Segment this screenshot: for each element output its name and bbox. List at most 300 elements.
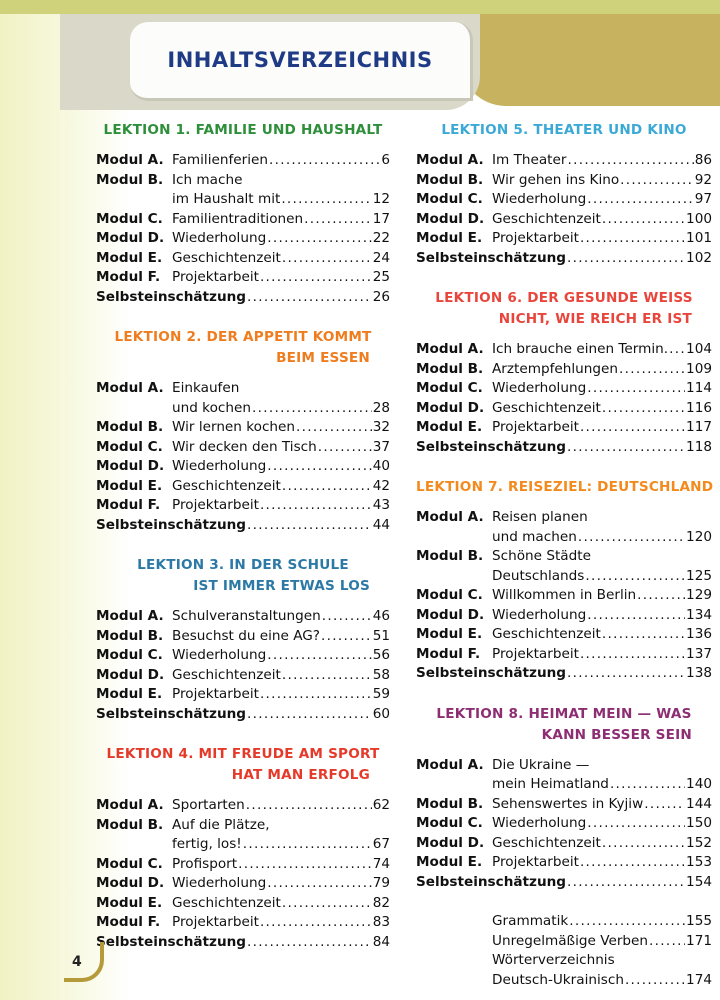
dot-leader bbox=[260, 913, 372, 933]
module-label: Modul B. bbox=[416, 360, 484, 377]
toc-entry bbox=[96, 874, 390, 894]
dot-leader bbox=[252, 399, 372, 419]
toc-entry bbox=[96, 496, 390, 516]
entry-title: Willkommen in Berlin bbox=[492, 587, 637, 603]
entry-title: im Haushalt mit bbox=[172, 191, 281, 207]
entry-title-wrap bbox=[492, 190, 712, 210]
module-list bbox=[416, 340, 712, 457]
entry-title: Wiederholung bbox=[172, 875, 267, 891]
entry-title: fertig, los! bbox=[172, 836, 242, 852]
toc-entry bbox=[96, 894, 390, 914]
entry-title: Familientraditionen bbox=[172, 210, 304, 227]
entry-title-wrap bbox=[492, 775, 712, 795]
page-ref: 137 bbox=[686, 645, 712, 662]
entry-title-wrap bbox=[492, 645, 712, 665]
dot-leader bbox=[269, 151, 380, 171]
entry-title: Wir decken den Tisch bbox=[172, 438, 317, 455]
dot-leader bbox=[602, 625, 685, 645]
module-list bbox=[96, 796, 390, 952]
lesson-heading bbox=[96, 744, 390, 786]
entry-title-wrap bbox=[246, 288, 390, 308]
toc-entry bbox=[416, 528, 712, 548]
dot-leader bbox=[587, 379, 685, 399]
page-ref: 150 bbox=[686, 815, 712, 831]
dot-leader bbox=[238, 855, 372, 875]
dot-leader bbox=[282, 666, 372, 686]
module-label: Modul A. bbox=[96, 797, 164, 813]
entry-title-wrap bbox=[172, 816, 390, 836]
entry-title: Wiederholung bbox=[172, 647, 267, 663]
entry-title-wrap bbox=[492, 971, 712, 991]
entry-title: Geschichtenzeit bbox=[492, 834, 601, 851]
entry-title-wrap bbox=[172, 666, 390, 686]
module-label: Modul E. bbox=[96, 477, 163, 494]
module-label: Modul A. bbox=[416, 756, 484, 773]
page-ref: 125 bbox=[686, 567, 712, 584]
entry-title-wrap bbox=[172, 268, 390, 288]
toc-entry bbox=[96, 249, 390, 269]
module-list bbox=[96, 379, 390, 535]
dot-leader bbox=[247, 516, 372, 536]
module-label: Modul E. bbox=[96, 249, 163, 266]
entry-title: Einkaufen bbox=[172, 380, 240, 396]
page-ref: 82 bbox=[372, 894, 390, 911]
top-band bbox=[0, 0, 720, 14]
module-list bbox=[416, 756, 712, 893]
toc-entry bbox=[96, 210, 390, 230]
lesson-heading bbox=[416, 477, 712, 498]
dot-leader bbox=[569, 912, 685, 932]
toc-entry bbox=[416, 645, 712, 665]
entry-title-wrap bbox=[246, 705, 390, 725]
dot-leader bbox=[304, 210, 372, 230]
header-tab bbox=[130, 22, 473, 101]
toc-entry bbox=[416, 379, 712, 399]
dot-leader bbox=[567, 438, 685, 458]
toc-entry bbox=[416, 190, 712, 210]
entry-title-wrap bbox=[492, 853, 712, 873]
entry-title-wrap bbox=[172, 835, 390, 855]
header-decoration-right bbox=[460, 14, 720, 106]
entry-title: Wir gehen ins Kino bbox=[492, 171, 620, 188]
module-label: Selbsteinschätzung bbox=[96, 288, 247, 305]
toc-entry bbox=[416, 249, 712, 269]
entry-title: Grammatik bbox=[492, 913, 569, 929]
entry-title-wrap bbox=[172, 190, 390, 210]
entry-title: Unregelmäßige Verben bbox=[492, 932, 649, 949]
module-label: Modul B. bbox=[96, 171, 164, 188]
toc-entry bbox=[96, 666, 390, 686]
entry-title: Schulveranstaltungen bbox=[172, 608, 321, 624]
toc-entry bbox=[416, 508, 712, 528]
page-ref: 46 bbox=[372, 608, 390, 624]
dot-leader bbox=[578, 528, 685, 548]
entry-title: und machen bbox=[492, 528, 577, 545]
entry-title-wrap bbox=[172, 913, 390, 933]
toc-entry bbox=[96, 816, 390, 836]
toc-entry bbox=[416, 171, 712, 191]
dot-leader bbox=[247, 288, 372, 308]
toc-entry bbox=[416, 340, 712, 360]
page-ref: 117 bbox=[686, 419, 712, 435]
toc-entry bbox=[96, 418, 390, 438]
entry-title-wrap bbox=[172, 685, 390, 705]
page-ref: 37 bbox=[372, 438, 390, 455]
toc-entry bbox=[416, 360, 712, 380]
page-ref: 86 bbox=[694, 152, 712, 168]
dot-leader bbox=[567, 664, 685, 684]
module-label: Modul A. bbox=[416, 509, 484, 525]
lesson-heading-line: LEKTION 2. DER APPETIT KOMMT bbox=[114, 329, 372, 345]
page-ref: 28 bbox=[372, 399, 390, 416]
entry-title: Projektarbeit bbox=[492, 230, 579, 246]
entry-title-wrap bbox=[172, 171, 390, 191]
page-ref: 17 bbox=[372, 210, 390, 227]
toc-entry bbox=[416, 399, 712, 419]
appendix-entry bbox=[416, 912, 712, 932]
dot-leader bbox=[246, 796, 372, 816]
entry-title-wrap bbox=[492, 912, 712, 932]
lesson-heading bbox=[416, 288, 712, 330]
dot-leader bbox=[620, 171, 694, 191]
entry-title: Profisport bbox=[172, 855, 238, 872]
entry-title: Sehenswertes in Kyjiw bbox=[492, 795, 644, 812]
toc-entry bbox=[96, 705, 390, 725]
toc-entry bbox=[416, 229, 712, 249]
dot-leader bbox=[296, 418, 372, 438]
module-label: Modul C. bbox=[96, 647, 163, 663]
page-ref: 32 bbox=[372, 419, 390, 435]
entry-title-wrap bbox=[172, 496, 390, 516]
toc-entry bbox=[416, 586, 712, 606]
module-label: Modul D. bbox=[96, 230, 165, 246]
toc-column-left bbox=[96, 120, 390, 972]
module-label: Selbsteinschätzung bbox=[96, 705, 247, 722]
entry-title-wrap bbox=[492, 229, 712, 249]
appendix-entry bbox=[416, 951, 712, 971]
entry-title-wrap bbox=[172, 379, 390, 399]
page-ref: 84 bbox=[372, 933, 390, 950]
page-ref: 118 bbox=[686, 438, 712, 455]
module-label: Modul F. bbox=[416, 645, 481, 662]
entry-title-wrap bbox=[566, 249, 712, 269]
entry-title: Ich brauche einen Termin. bbox=[492, 341, 669, 357]
dot-leader bbox=[625, 971, 685, 991]
module-label: Modul D. bbox=[96, 875, 165, 891]
module-label: Modul C. bbox=[96, 438, 163, 455]
toc-entry bbox=[96, 229, 390, 249]
dot-leader bbox=[322, 607, 372, 627]
toc-column-right bbox=[416, 120, 712, 990]
toc-entry bbox=[96, 438, 390, 458]
page-ref: 40 bbox=[372, 458, 390, 474]
lesson-heading-line: IST IMMER ETWAS LOS bbox=[193, 578, 370, 594]
entry-title-wrap bbox=[492, 932, 712, 952]
entry-title-wrap bbox=[172, 627, 390, 647]
module-label: Modul E. bbox=[416, 854, 483, 870]
toc-entry bbox=[96, 190, 390, 210]
page-number: 4 bbox=[64, 942, 104, 982]
dot-leader bbox=[260, 685, 372, 705]
entry-title: Die Ukraine — bbox=[492, 756, 590, 773]
module-label: Selbsteinschätzung bbox=[416, 249, 567, 266]
module-label: Modul C. bbox=[416, 587, 483, 603]
toc-entry bbox=[96, 835, 390, 855]
entry-title-wrap bbox=[492, 625, 712, 645]
entry-title: und kochen bbox=[172, 399, 251, 416]
entry-title: Geschichtenzeit bbox=[172, 249, 281, 266]
dot-leader bbox=[602, 834, 685, 854]
toc-entry bbox=[416, 853, 712, 873]
dot-leader bbox=[281, 190, 371, 210]
entry-title: Wiederholung bbox=[172, 458, 267, 474]
module-label: Selbsteinschätzung bbox=[96, 516, 247, 533]
module-label: Modul C. bbox=[416, 191, 483, 207]
page-ref: 67 bbox=[372, 836, 390, 852]
module-list bbox=[96, 607, 390, 724]
entry-title: Projektarbeit bbox=[172, 497, 259, 513]
appendix-entry bbox=[416, 971, 712, 991]
module-label: Modul D. bbox=[416, 834, 485, 851]
dot-leader bbox=[602, 399, 685, 419]
lesson-heading-line: LEKTION 4. MIT FREUDE AM SPORT bbox=[106, 746, 380, 762]
dot-leader bbox=[567, 151, 693, 171]
entry-title: Deutschlands bbox=[492, 567, 585, 584]
entry-title-wrap bbox=[172, 477, 390, 497]
toc-entry bbox=[96, 516, 390, 536]
page-ref: 44 bbox=[372, 516, 390, 533]
toc-entry bbox=[96, 171, 390, 191]
page-ref: 174 bbox=[686, 971, 712, 988]
page-ref: 136 bbox=[686, 626, 712, 642]
dot-leader bbox=[644, 795, 685, 815]
entry-title-wrap bbox=[492, 756, 712, 776]
entry-title-wrap bbox=[492, 418, 712, 438]
entry-title: Geschichtenzeit bbox=[492, 210, 601, 227]
toc-entry bbox=[96, 477, 390, 497]
dot-leader bbox=[580, 229, 685, 249]
page-ref: 155 bbox=[686, 913, 712, 929]
module-label: Modul C. bbox=[96, 855, 163, 872]
module-label: Modul D. bbox=[96, 666, 165, 683]
entry-title: Arztempfehlungen bbox=[492, 360, 618, 377]
page-ref: 116 bbox=[686, 399, 712, 416]
lesson-heading-line: LEKTION 3. IN DER SCHULE bbox=[137, 557, 349, 573]
entry-title: Im Theater bbox=[492, 152, 567, 168]
entry-title-wrap bbox=[492, 508, 712, 528]
dot-leader bbox=[587, 190, 693, 210]
entry-title: Geschichtenzeit bbox=[172, 666, 281, 683]
page-ref: 59 bbox=[372, 686, 390, 702]
page-ref: 83 bbox=[372, 914, 390, 930]
module-label: Modul E. bbox=[416, 626, 483, 642]
dot-leader bbox=[247, 933, 372, 953]
entry-title: Geschichtenzeit bbox=[172, 477, 281, 494]
entry-title: Sportarten bbox=[172, 797, 245, 813]
toc-entry bbox=[96, 933, 390, 953]
page-ref: 120 bbox=[686, 528, 712, 545]
entry-title-wrap bbox=[172, 457, 390, 477]
lesson-heading-line: LEKTION 8. HEIMAT MEIN — WAS bbox=[436, 705, 692, 722]
toc-entry bbox=[96, 855, 390, 875]
entry-title: mein Heimatland bbox=[492, 776, 609, 792]
page-ref: 154 bbox=[686, 873, 712, 890]
entry-title-wrap bbox=[492, 340, 712, 360]
entry-title-wrap bbox=[492, 834, 712, 854]
lesson-heading-line: HAT MAN ERFOLG bbox=[231, 767, 370, 783]
dot-leader bbox=[649, 932, 685, 952]
entry-title-wrap bbox=[172, 894, 390, 914]
module-label: Modul E. bbox=[416, 230, 483, 246]
dot-leader bbox=[267, 229, 371, 249]
page-ref: 92 bbox=[694, 171, 712, 188]
entry-title: Wiederholung bbox=[492, 815, 587, 831]
toc-entry bbox=[96, 288, 390, 308]
entry-title: Ich mache bbox=[172, 171, 243, 188]
module-label: Modul C. bbox=[416, 815, 483, 831]
entry-title-wrap bbox=[172, 874, 390, 894]
entry-title: Wiederholung bbox=[492, 606, 587, 623]
page-ref: 100 bbox=[686, 210, 712, 227]
toc-entry bbox=[416, 775, 712, 795]
entry-title: Wiederholung bbox=[172, 230, 267, 246]
dot-leader bbox=[260, 268, 372, 288]
entry-title: Wörterverzeichnis bbox=[492, 952, 615, 968]
page-ref: 171 bbox=[686, 932, 712, 949]
module-label: Modul F. bbox=[96, 497, 161, 513]
page-ref: 101 bbox=[686, 230, 712, 246]
module-list bbox=[416, 508, 712, 684]
toc-entry bbox=[416, 795, 712, 815]
entry-title-wrap bbox=[566, 873, 712, 893]
entry-title-wrap bbox=[172, 249, 390, 269]
toc-entry bbox=[416, 834, 712, 854]
page-ref: 152 bbox=[686, 834, 712, 851]
entry-title: Familienferien bbox=[172, 152, 268, 168]
entry-title-wrap bbox=[492, 814, 712, 834]
entry-title: Reisen planen bbox=[492, 509, 588, 525]
entry-title-wrap bbox=[172, 796, 390, 816]
page-ref: 43 bbox=[372, 497, 390, 513]
dot-leader bbox=[282, 894, 372, 914]
entry-title: Wiederholung bbox=[492, 380, 587, 396]
module-label: Modul D. bbox=[416, 399, 485, 416]
toc-entry bbox=[96, 379, 390, 399]
entry-title: Projektarbeit bbox=[492, 645, 579, 662]
module-label: Modul A. bbox=[416, 341, 484, 357]
page-ref: 97 bbox=[694, 191, 712, 207]
toc-entry bbox=[96, 646, 390, 666]
lesson-heading-line: LEKTION 6. DER GESUNDE WEISS bbox=[435, 290, 693, 306]
entry-title-wrap bbox=[492, 528, 712, 548]
module-label: Modul D. bbox=[416, 210, 485, 227]
toc-entry bbox=[416, 438, 712, 458]
lesson-heading bbox=[416, 120, 712, 141]
toc-entry bbox=[96, 399, 390, 419]
toc-entry bbox=[416, 873, 712, 893]
page-ref: 79 bbox=[372, 875, 390, 891]
dot-leader bbox=[318, 438, 372, 458]
dot-leader bbox=[587, 606, 685, 626]
page-ref: 51 bbox=[372, 627, 390, 644]
module-label: Modul F. bbox=[96, 914, 161, 930]
module-label: Modul E. bbox=[96, 894, 163, 911]
entry-title-wrap bbox=[492, 171, 712, 191]
entry-title: Schöne Städte bbox=[492, 548, 591, 564]
dot-leader bbox=[260, 496, 372, 516]
lesson-heading bbox=[96, 120, 390, 141]
page-ref: 12 bbox=[372, 191, 390, 207]
appendix-entry bbox=[416, 932, 712, 952]
entry-title-wrap bbox=[172, 210, 390, 230]
entry-title-wrap bbox=[172, 418, 390, 438]
module-label: Modul A. bbox=[96, 380, 164, 396]
dot-leader bbox=[580, 418, 685, 438]
dot-leader bbox=[610, 775, 685, 795]
dot-leader bbox=[619, 360, 685, 380]
entry-title-wrap bbox=[172, 855, 390, 875]
entry-title-wrap bbox=[492, 951, 712, 971]
dot-leader bbox=[282, 477, 372, 497]
module-label: Modul D. bbox=[416, 606, 485, 623]
dot-leader bbox=[637, 586, 685, 606]
entry-title: Projektarbeit bbox=[172, 686, 259, 702]
entry-title-wrap bbox=[492, 210, 712, 230]
module-label: Modul F. bbox=[96, 269, 161, 285]
page-ref: 62 bbox=[372, 797, 390, 813]
page-ref: 6 bbox=[381, 152, 390, 168]
toc-entry bbox=[416, 664, 712, 684]
module-label: Modul B. bbox=[96, 419, 164, 435]
entry-title-wrap bbox=[246, 933, 390, 953]
module-list bbox=[96, 151, 390, 307]
toc-entry bbox=[416, 756, 712, 776]
entry-title: Wir lernen kochen bbox=[172, 419, 296, 435]
entry-title: Geschichtenzeit bbox=[172, 894, 281, 911]
page-ref: 60 bbox=[372, 705, 390, 722]
toc-entry bbox=[416, 547, 712, 567]
module-label: Modul A. bbox=[96, 608, 164, 624]
dot-leader bbox=[247, 705, 372, 725]
toc-entry bbox=[96, 627, 390, 647]
page-ref: 114 bbox=[686, 380, 712, 396]
page-ref: 104 bbox=[686, 341, 712, 357]
entry-title-wrap bbox=[492, 547, 712, 567]
module-label: Modul A. bbox=[96, 152, 164, 168]
dot-leader bbox=[587, 814, 685, 834]
toc-entry bbox=[96, 685, 390, 705]
page-ref: 129 bbox=[686, 587, 712, 603]
toc-entry bbox=[96, 913, 390, 933]
page-ref: 42 bbox=[372, 477, 390, 494]
dot-leader bbox=[585, 567, 685, 587]
page-ref: 26 bbox=[372, 288, 390, 305]
module-label: Modul B. bbox=[416, 548, 484, 564]
entry-title-wrap bbox=[172, 151, 390, 171]
module-label: Modul B. bbox=[416, 171, 484, 188]
page-ref: 56 bbox=[372, 647, 390, 663]
module-label: Modul B. bbox=[416, 795, 484, 812]
module-label: Modul C. bbox=[416, 380, 483, 396]
page-ref: 58 bbox=[372, 666, 390, 683]
page-ref: 153 bbox=[686, 854, 712, 870]
toc-entry bbox=[416, 625, 712, 645]
lesson-heading-line: LEKTION 1. FAMILIE UND HAUSHALT bbox=[103, 122, 383, 138]
toc-entry bbox=[96, 151, 390, 171]
page-ref: 22 bbox=[372, 230, 390, 246]
entry-title: Projektarbeit bbox=[492, 854, 579, 870]
toc-entry bbox=[416, 567, 712, 587]
